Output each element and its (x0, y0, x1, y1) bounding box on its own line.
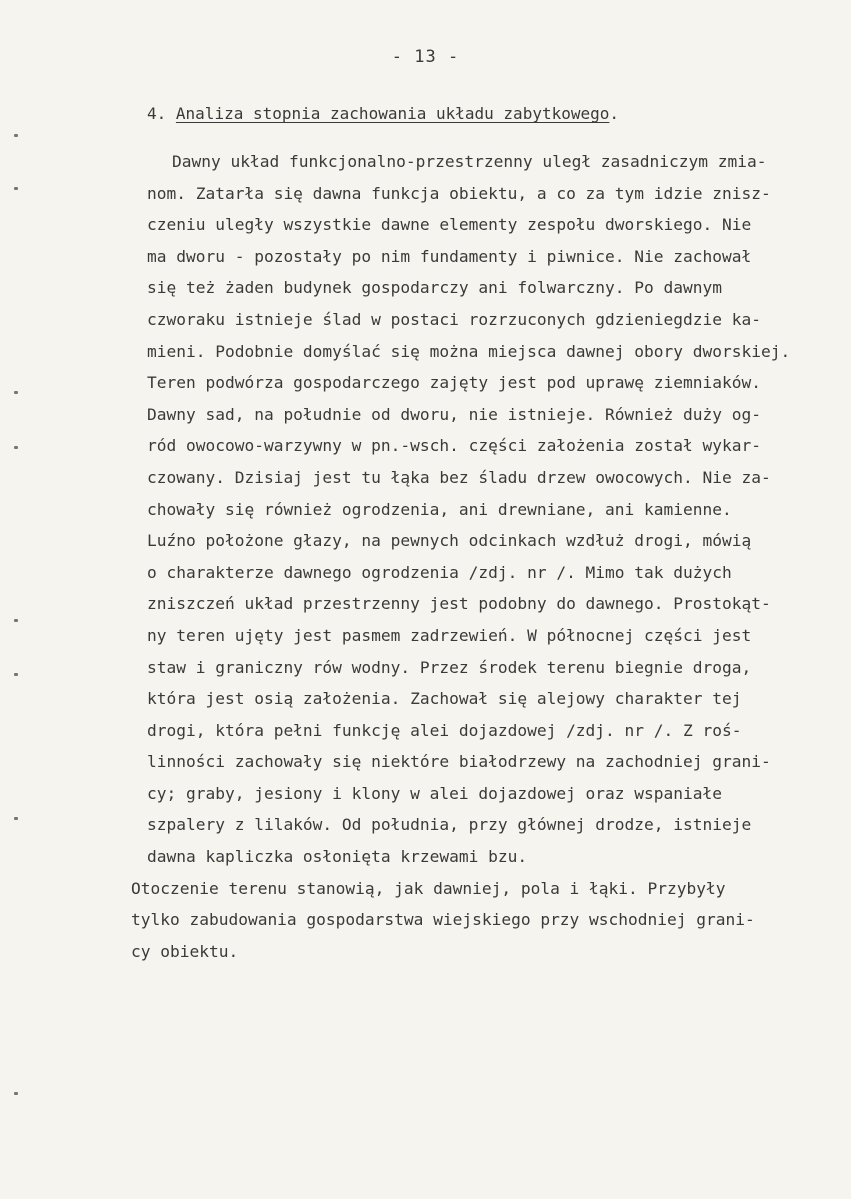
margin-mark (14, 187, 18, 190)
text-line: szpalery z lilaków. Od południa, przy głównej drodze, istnieje (147, 815, 752, 835)
margin-mark (14, 134, 18, 137)
text-line: ma dworu - pozostały po nim fundamenty i piwnice. Nie zachował (147, 246, 752, 266)
text-line: Luźno położone głazy, na pewnych odcinkach wzdłuż drogi, mówią (147, 531, 752, 551)
text-line: zniszczeń układ przestrzenny jest podobny do dawnego. Prostokąt- (147, 594, 771, 614)
text-line: Dawny układ funkcjonalno-przestrzenny uległ zasadniczym zmia- (172, 152, 767, 171)
text-line: o charakterze dawnego ogrodzenia /zdj. nr /. Mimo tak dużych (147, 562, 732, 582)
section-title: Analiza stopnia zachowania układu zabytkowego (175, 104, 610, 123)
margin-mark (14, 1092, 18, 1095)
body-text (0, 146, 851, 967)
text-line: nom. Zatarła się dawna funkcja obiektu, a co za tym idzie znisz- (147, 183, 771, 203)
text-line: Dawny sad, na południe od dworu, nie istnieje. Również duży og- (147, 404, 761, 424)
text-line: cy obiektu. (131, 941, 239, 961)
text-line: linności zachowały się niektóre białodrzewy na zachodniej grani- (147, 752, 771, 772)
text-line: staw i graniczny rów wodny. Przez środek terenu biegnie droga, (147, 657, 752, 677)
text-line: dawna kapliczka osłonięta krzewami bzu. (147, 847, 528, 867)
text-line: cy; graby, jesiony i klony w alei dojazdowej oraz wspaniałe (147, 783, 722, 803)
text-line: tylko zabudowania gospodarstwa wiejskiego przy wschodniej grani- (131, 910, 755, 930)
section-number: 4. (147, 104, 167, 123)
text-line: czeniu uległy wszystkie dawne elementy zespołu dworskiego. Nie (147, 215, 752, 235)
text-line: ny teren ujęty jest pasmem zadrzewień. W północnej części jest (147, 625, 752, 645)
text-line: ród owocowo-warzywny w pn.-wsch. części założenia został wykar- (147, 436, 761, 456)
text-line: chowały się również ogrodzenia, ani drewniane, ani kamienne. (147, 499, 732, 519)
margin-mark (14, 673, 18, 676)
text-line: czworaku istnieje ślad w postaci rozrzuconych gdzieniegdzie ka- (147, 309, 761, 329)
page-number: - 13 - (391, 47, 460, 67)
margin-mark (14, 619, 18, 622)
text-line: czowany. Dzisiaj jest tu łąka bez śladu drzew owocowych. Nie za- (147, 467, 771, 487)
margin-mark (14, 391, 18, 394)
section-heading (147, 104, 619, 123)
text-line: drogi, która pełni funkcję alei dojazdowej /zdj. nr /. Z roś- (147, 720, 742, 740)
text-line: która jest osią założenia. Zachował się alejowy charakter tej (147, 689, 742, 709)
margin-mark (14, 817, 18, 820)
text-line: mieni. Podobnie domyślać się można miejsca dawnej obory dworskiej. (147, 341, 791, 361)
section-title-period: . (609, 104, 620, 123)
margin-mark (14, 446, 18, 449)
text-line: Teren podwórza gospodarczego zajęty jest pod uprawę ziemniaków. (147, 373, 761, 393)
text-line: się też żaden budynek gospodarczy ani folwarczny. Po dawnym (147, 278, 722, 298)
text-line: Otoczenie terenu stanowią, jak dawniej, pola i łąki. Przybyły (131, 878, 726, 898)
